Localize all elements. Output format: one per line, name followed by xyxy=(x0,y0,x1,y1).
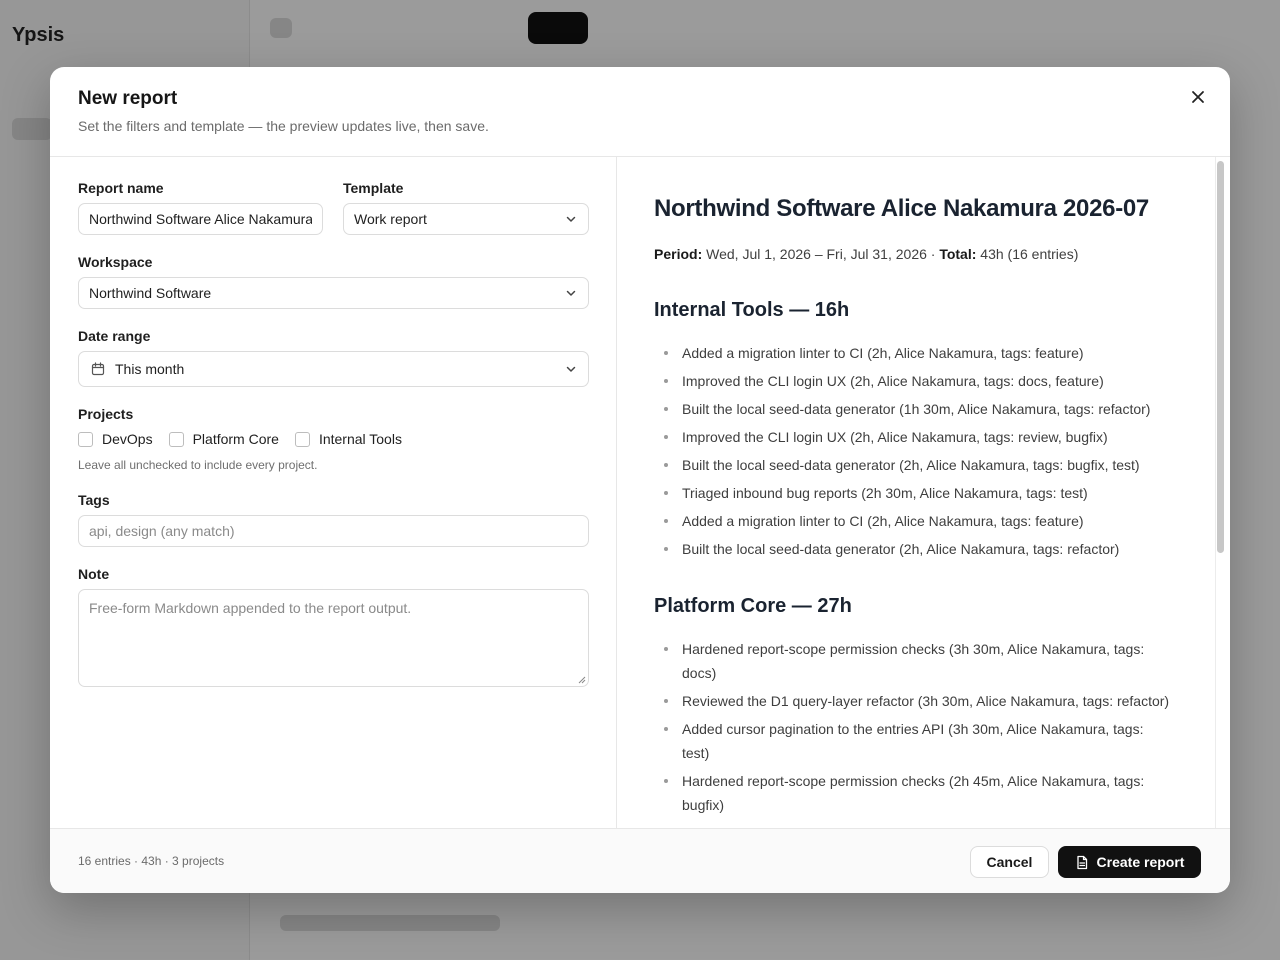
workspace-label: Workspace xyxy=(78,254,153,270)
list-item: Hardened report-scope permission checks (3h 30m, Alice Nakamura, tags: docs) xyxy=(654,637,1174,685)
tags-label: Tags xyxy=(78,492,110,508)
list-item: Built the local seed-data generator (1h 30m, Alice Nakamura, tags: refactor) xyxy=(654,397,1174,421)
projects-hint: Leave all unchecked to include every project. xyxy=(78,458,318,472)
preview-scrollbar[interactable] xyxy=(1217,161,1224,553)
list-item: Added a migration linter to CI (2h, Alice Nakamura, tags: feature) xyxy=(654,509,1174,533)
section-heading: Platform Core — 27h xyxy=(654,595,852,617)
chevron-down-icon xyxy=(565,363,577,375)
period-label: Period: xyxy=(654,246,703,262)
report-name-input[interactable] xyxy=(78,203,323,235)
project-checkbox-label: Platform Core xyxy=(192,431,279,447)
new-report-dialog xyxy=(50,67,1230,893)
project-checkbox-label: DevOps xyxy=(102,431,153,447)
period-value: Wed, Jul 1, 2026 – Fri, Jul 31, 2026 · xyxy=(706,246,936,262)
section-entries xyxy=(654,637,1174,821)
projects-checkbox-group xyxy=(78,431,418,447)
list-item: Built the local seed-data generator (2h, Alice Nakamura, tags: refactor) xyxy=(654,537,1174,561)
report-name-label: Report name xyxy=(78,180,164,196)
workspace-select[interactable] xyxy=(78,277,589,309)
date-range-value: This month xyxy=(115,361,185,377)
checkbox[interactable] xyxy=(169,432,184,447)
note-placeholder: Free-form Markdown appended to the report output. xyxy=(89,600,412,616)
resize-handle-icon[interactable] xyxy=(578,676,586,684)
note-textarea[interactable] xyxy=(78,589,589,687)
list-item: Triaged inbound bug reports (2h 30m, Alice Nakamura, tags: test) xyxy=(654,481,1174,505)
template-value: Work report xyxy=(354,211,427,227)
list-item: Reviewed the D1 query-layer refactor (3h 30m, Alice Nakamura, tags: refactor) xyxy=(654,689,1174,713)
template-label: Template xyxy=(343,180,404,196)
checkbox[interactable] xyxy=(78,432,93,447)
dialog-header xyxy=(50,67,1230,157)
chevron-down-icon xyxy=(565,213,577,225)
dialog-subtitle: Set the filters and template — the preview updates live, then save. xyxy=(78,118,489,134)
total-value: 43h (16 entries) xyxy=(980,246,1079,262)
note-label: Note xyxy=(78,566,110,582)
close-button[interactable] xyxy=(1184,83,1212,111)
calendar-icon xyxy=(91,362,105,376)
list-item: Improved the CLI login UX (2h, Alice Nakamura, tags: review, bugfix) xyxy=(654,425,1174,449)
report-preview xyxy=(618,157,1230,828)
list-item: Hardened report-scope permission checks (2h 45m, Alice Nakamura, tags: bugfix) xyxy=(654,769,1174,817)
section-heading: Internal Tools — 16h xyxy=(654,299,850,321)
workspace-value: Northwind Software xyxy=(89,285,212,301)
project-checkbox-platform-core[interactable] xyxy=(169,431,279,447)
tags-placeholder: api, design (any match) xyxy=(89,523,235,539)
date-range-label: Date range xyxy=(78,328,151,344)
project-checkbox-devops[interactable] xyxy=(78,431,153,447)
chevron-down-icon xyxy=(565,287,577,299)
preview-title: Northwind Software Alice Nakamura 2026-07 xyxy=(654,195,1149,222)
background-logo: Ypsis xyxy=(12,24,65,46)
date-range-select[interactable] xyxy=(78,351,589,387)
total-label: Total: xyxy=(939,246,977,262)
cancel-button[interactable]: Cancel xyxy=(970,846,1049,878)
dialog-body xyxy=(50,157,1230,828)
list-item: Added a migration linter to CI (2h, Alice Nakamura, tags: feature) xyxy=(654,341,1174,365)
document-icon xyxy=(1075,855,1089,870)
template-select[interactable] xyxy=(343,203,589,235)
projects-label: Projects xyxy=(78,406,134,422)
dialog-title: New report xyxy=(78,88,178,109)
section-entries xyxy=(654,341,1174,565)
report-form xyxy=(50,157,617,828)
project-checkbox-label: Internal Tools xyxy=(318,431,402,447)
scroll-track xyxy=(1215,157,1216,828)
list-item: Built the local seed-data generator (2h, Alice Nakamura, tags: bugfix, test) xyxy=(654,453,1174,477)
tags-input[interactable] xyxy=(78,515,589,547)
create-report-button[interactable] xyxy=(1058,846,1201,878)
checkbox[interactable] xyxy=(295,432,310,447)
preview-meta xyxy=(654,246,1078,262)
close-icon xyxy=(1191,90,1205,104)
dialog-footer xyxy=(50,828,1230,893)
list-item: Improved the CLI login UX (2h, Alice Nakamura, tags: docs, feature) xyxy=(654,369,1174,393)
list-item: Added cursor pagination to the entries API (3h 30m, Alice Nakamura, tags: test) xyxy=(654,717,1174,765)
project-checkbox-internal-tools[interactable] xyxy=(295,431,402,447)
create-report-label: Create report xyxy=(1096,854,1185,870)
footer-summary: 16 entries · 43h · 3 projects xyxy=(78,854,225,868)
